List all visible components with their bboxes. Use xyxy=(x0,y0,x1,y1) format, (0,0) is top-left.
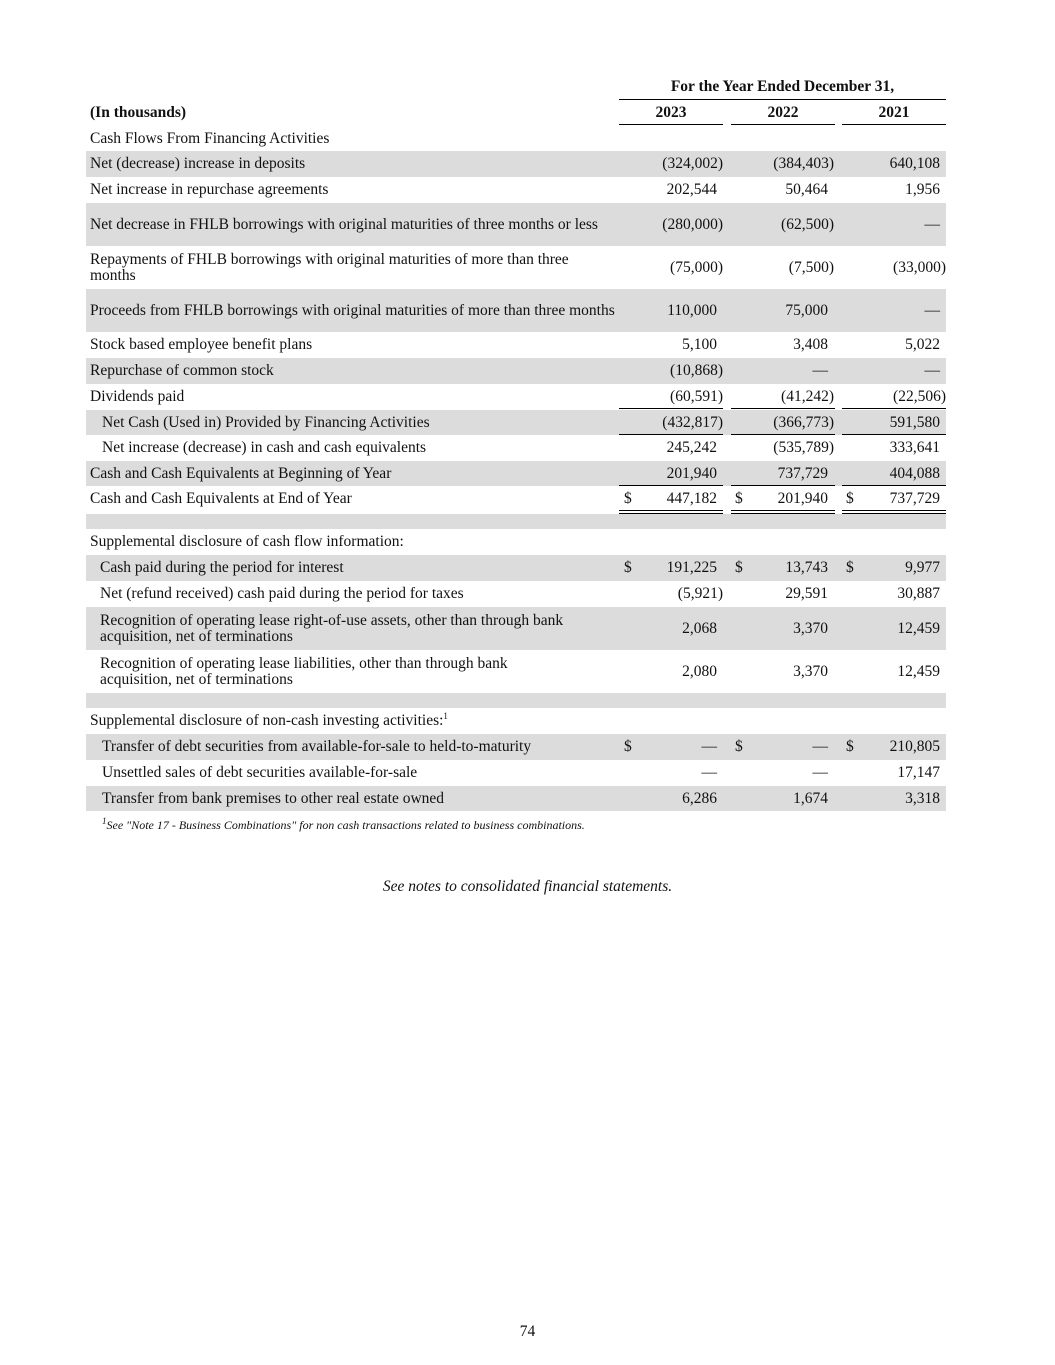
value-2023: (10,868) xyxy=(670,362,723,379)
table-row xyxy=(86,332,946,358)
year-2021-header: 2021 xyxy=(878,104,910,121)
value-2021: 737,729 xyxy=(889,490,940,507)
subtotal-rule xyxy=(619,408,723,409)
table-row xyxy=(86,435,946,461)
value-2021: 12,459 xyxy=(897,619,940,637)
currency-symbol: $ xyxy=(624,738,632,755)
value-2022: 3,370 xyxy=(793,619,828,637)
value-2023: 5,100 xyxy=(682,336,717,353)
value-2021: 17,147 xyxy=(897,764,940,781)
value-2021: 5,022 xyxy=(905,336,940,353)
row-label: Net Cash (Used in) Provided by Financing Activities xyxy=(102,413,430,431)
table-row xyxy=(86,289,946,332)
row-label: Transfer from bank premises to other real estate owned xyxy=(102,789,445,807)
table-row xyxy=(86,246,946,289)
footnote xyxy=(102,818,602,832)
value-2023: 245,242 xyxy=(666,439,717,456)
value-2022: 1,674 xyxy=(793,789,828,807)
currency-symbol: $ xyxy=(846,490,854,507)
row-label: Proceeds from FHLB borrowings with original maturities of more than three months xyxy=(90,301,615,319)
section-label-text: Supplemental disclosure of non-cash investing activities: xyxy=(90,712,444,729)
value-2022: 50,464 xyxy=(785,181,828,198)
value-2022: (366,773) xyxy=(773,413,834,431)
value-2022: 3,408 xyxy=(793,336,828,353)
value-2023: (75,000) xyxy=(670,258,723,276)
row-label: Recognition of operating lease liabilities, other than through bank acquisition, net of terminations xyxy=(100,654,508,688)
value-2021: (33,000) xyxy=(893,258,946,276)
row-label: Unsettled sales of debt securities available-for-sale xyxy=(102,764,418,781)
value-2022: (62,500) xyxy=(781,215,834,233)
row-label: Transfer of debt securities from available-for-sale to held-to-maturity xyxy=(102,738,532,755)
table-row xyxy=(86,581,946,607)
row-label: Net increase in repurchase agreements xyxy=(90,181,329,198)
currency-symbol: $ xyxy=(846,559,854,576)
table-row xyxy=(86,708,946,734)
period-title: For the Year Ended December 31, xyxy=(670,78,895,95)
row-label: Net increase (decrease) in cash and cash equivalents xyxy=(102,439,427,456)
page-number: 74 xyxy=(519,1323,536,1340)
value-2022: — xyxy=(812,764,828,781)
currency-symbol: $ xyxy=(846,738,854,755)
value-2021: — xyxy=(924,301,940,319)
table-row xyxy=(86,151,946,177)
value-2023: — xyxy=(701,738,717,755)
table-row xyxy=(86,734,946,760)
row-label: Recognition of operating lease right-of-use assets, other than through bank acquisition, net of terminations xyxy=(100,611,564,645)
notes-line: See notes to consolidated financial statements. xyxy=(382,878,673,895)
unit-label: (In thousands) xyxy=(90,104,187,121)
value-2021: 1,956 xyxy=(905,181,940,198)
value-2021: — xyxy=(924,362,940,379)
value-2021: 12,459 xyxy=(897,662,940,680)
table-row xyxy=(86,786,946,811)
row-label: Cash and Cash Equivalents at End of Year xyxy=(90,490,352,507)
row-label: Repayments of FHLB borrowings with original maturities of more than three months xyxy=(90,250,569,284)
value-2021: 9,977 xyxy=(905,559,940,576)
row-label: Cash and Cash Equivalents at Beginning of Year xyxy=(90,464,392,482)
table-row xyxy=(86,650,946,693)
value-2023: 202,544 xyxy=(666,181,717,198)
year-2022-header: 2022 xyxy=(767,104,799,121)
year-header-rule xyxy=(842,124,946,125)
spacer-row xyxy=(86,514,946,529)
value-2021: 3,318 xyxy=(905,789,940,807)
table-row xyxy=(86,529,946,555)
value-2022: 201,940 xyxy=(777,490,828,507)
value-2023: 2,080 xyxy=(682,662,717,680)
currency-symbol: $ xyxy=(735,559,743,576)
section-label: Supplemental disclosure of cash flow information: xyxy=(90,533,404,550)
value-2022: — xyxy=(812,738,828,755)
row-label: Net (refund received) cash paid during the period for taxes xyxy=(100,585,464,602)
row-label: Net decrease in FHLB borrowings with original maturities of three months or less xyxy=(90,215,598,233)
value-2022: (41,242) xyxy=(781,388,834,405)
table-row xyxy=(86,607,946,650)
row-label: Net (decrease) increase in deposits xyxy=(90,155,306,172)
value-2022: (7,500) xyxy=(788,258,834,276)
table-row xyxy=(86,126,946,151)
value-2023: (60,591) xyxy=(670,388,723,405)
value-2023: (324,002) xyxy=(662,155,723,172)
year-2023-header: 2023 xyxy=(655,104,687,121)
footnote-ref: 1 xyxy=(443,710,448,721)
value-2022: (535,789) xyxy=(773,439,834,456)
value-2021: — xyxy=(924,215,940,233)
table-row xyxy=(86,555,946,581)
value-2023: (280,000) xyxy=(662,215,723,233)
row-label: Stock based employee benefit plans xyxy=(90,336,313,353)
value-2022: — xyxy=(812,362,828,379)
table-row xyxy=(86,177,946,203)
row-label: Dividends paid xyxy=(90,388,185,405)
value-2023: 2,068 xyxy=(682,619,717,637)
value-2023: (432,817) xyxy=(662,413,723,431)
year-header-rule xyxy=(731,124,835,125)
value-2022: 737,729 xyxy=(777,464,828,482)
value-2022: 13,743 xyxy=(785,559,828,576)
table-row xyxy=(86,384,946,410)
row-label: Cash paid during the period for interest xyxy=(100,559,344,576)
currency-symbol: $ xyxy=(624,490,632,507)
value-2023: 191,225 xyxy=(666,559,717,576)
value-2023: 110,000 xyxy=(667,301,717,319)
table-row xyxy=(86,461,946,486)
value-2021: (22,506) xyxy=(893,388,946,405)
value-2022: 29,591 xyxy=(785,585,828,602)
subtotal-rule xyxy=(842,408,946,409)
value-2021: 333,641 xyxy=(889,439,940,456)
value-2023: — xyxy=(701,764,717,781)
value-2022: (384,403) xyxy=(773,155,834,172)
table-row xyxy=(86,203,946,246)
value-2021: 591,580 xyxy=(889,413,940,431)
value-2021: 210,805 xyxy=(889,738,940,755)
value-2023: 447,182 xyxy=(666,490,717,507)
spacer-row xyxy=(86,693,946,708)
value-2022: 75,000 xyxy=(785,301,828,319)
value-2022: 3,370 xyxy=(793,662,828,680)
value-2023: 201,940 xyxy=(666,464,717,482)
table-row xyxy=(86,410,946,435)
currency-symbol: $ xyxy=(735,738,743,755)
currency-symbol: $ xyxy=(735,490,743,507)
period-title-rule xyxy=(619,99,946,100)
value-2023: 6,286 xyxy=(682,789,717,807)
value-2021: 640,108 xyxy=(889,155,940,172)
row-label: Cash Flows From Financing Activities xyxy=(90,129,330,147)
year-header-rule xyxy=(619,124,723,125)
currency-symbol: $ xyxy=(624,559,632,576)
value-2021: 30,887 xyxy=(897,585,940,602)
table-row xyxy=(86,358,946,384)
table-row xyxy=(86,760,946,786)
footnote-marker: 1 xyxy=(102,816,107,826)
subtotal-rule xyxy=(731,408,835,409)
table-row xyxy=(86,486,946,512)
footnote-text: See "Note 17 - Business Combinations" for non cash transactions related to business combinations. xyxy=(106,818,585,832)
value-2023: (5,921) xyxy=(677,585,723,602)
section-label xyxy=(90,710,615,729)
value-2021: 404,088 xyxy=(889,464,940,482)
row-label: Repurchase of common stock xyxy=(90,362,274,379)
